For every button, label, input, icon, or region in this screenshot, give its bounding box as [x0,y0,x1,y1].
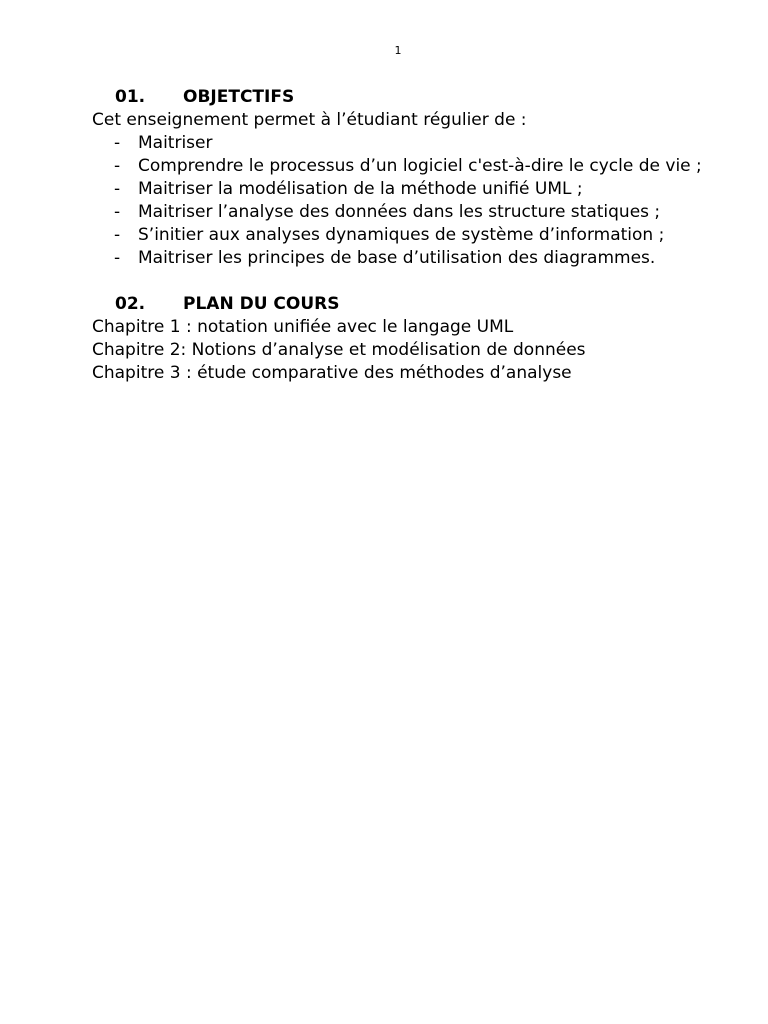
section-number: 02. [115,294,146,314]
section-number: 01. [115,87,146,107]
list-item [92,155,712,178]
chapter-line: Chapitre 1 : notation unifiée avec le langage UML [92,317,514,337]
bullet-dash: - [114,225,121,245]
section-title: PLAN DU COURS [183,294,340,314]
section-spacer [92,270,712,293]
document-body [92,86,712,385]
bullet-dash: - [114,179,121,199]
section-title: OBJETCTIFS [183,87,295,107]
list-item-text: Maitriser [138,133,213,153]
bullet-dash: - [114,202,121,222]
list-item-text: Maitriser l’analyse des données dans les structure statiques ; [138,202,661,222]
bullet-dash: - [114,248,121,268]
list-item-text: S’initier aux analyses dynamiques de système d’information ; [138,225,665,245]
list-item-text: Maitriser la modélisation de la méthode unifié UML ; [138,179,583,199]
bullet-dash: - [114,133,121,153]
page-number: 1 [394,44,402,57]
section-heading-objectifs [92,86,712,109]
list-item [92,132,712,155]
list-item-text: Comprendre le processus d’un logiciel c'est-à-dire le cycle de vie ; [138,156,702,176]
list-item [92,247,712,270]
bullet-dash: - [114,156,121,176]
list-item-text: Maitriser les principes de base d’utilisation des diagrammes. [138,248,656,268]
list-item [92,224,712,247]
section-heading-plan [92,293,712,316]
chapter-line: Chapitre 2: Notions d’analyse et modélisation de données [92,340,586,360]
chapter-line: Chapitre 3 : étude comparative des méthodes d’analyse [92,363,572,383]
objectives-list [92,132,712,270]
intro-paragraph: Cet enseignement permet à l’étudiant régulier de : [92,110,527,130]
list-item [92,178,712,201]
list-item [92,201,712,224]
